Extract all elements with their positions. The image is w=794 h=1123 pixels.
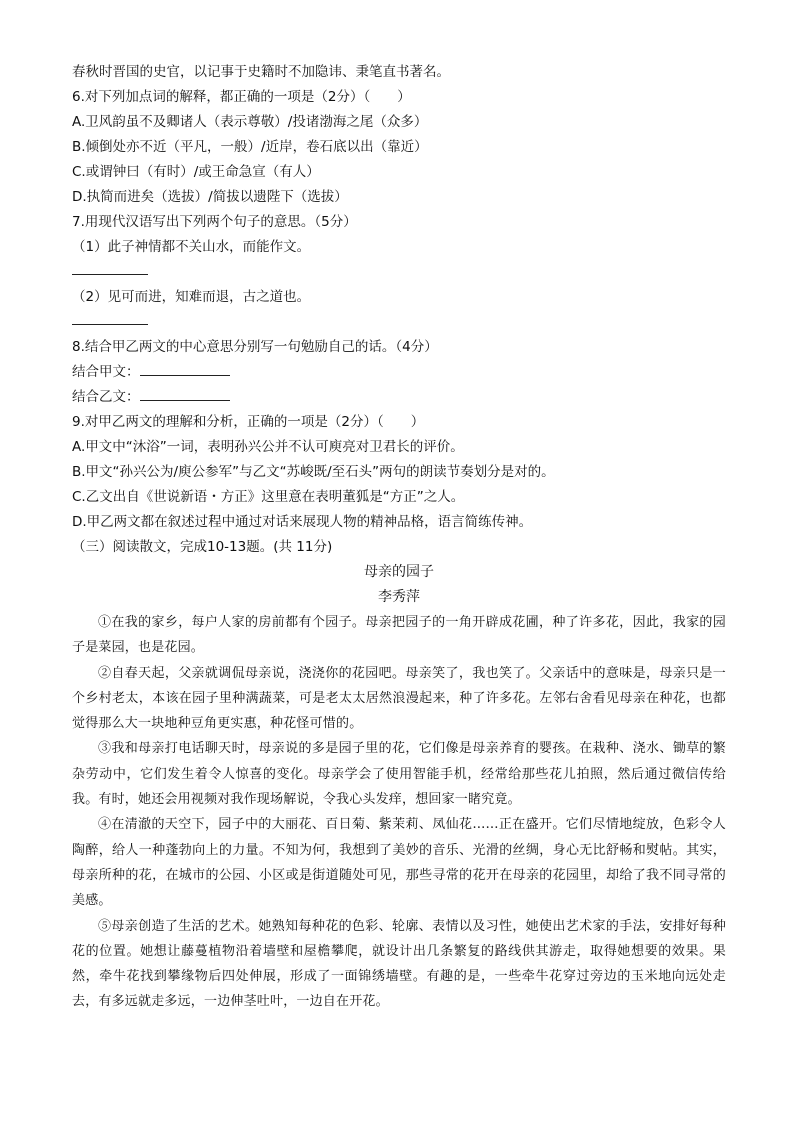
question-9-stem: 9.对甲乙两文的理解和分析，正确的一项是（2分）（ ）: [72, 414, 425, 430]
question-9-option-a: A.甲文中“沐浴”一词，表明孙兴公并不认可庾亮对卫君长的评价。: [72, 439, 464, 455]
question-8-label-a: 结合甲文：: [72, 364, 140, 380]
question-6-option-a: A.卫风韵虽不及卿诸人（表示尊敬）/投诸渤海之尾（众多）: [72, 114, 428, 130]
question-8-answer-a: [72, 360, 726, 385]
question-6-stem: 6.对下列加点词的解释，都正确的一项是（2分）（ ）: [72, 89, 411, 105]
answer-blank-8-b[interactable]: [140, 387, 230, 401]
essay-paragraph-3: ③我和母亲打电话聊天时，母亲说的多是园子里的花，它们像是母亲养育的婴孩。在栽种、浇水、锄草的繁杂劳动中，它们发生着令人惊喜的变化。母亲学会了使用智能手机，经常给那些花儿拍照，然后通过微信传给我。有时，她还会用视频对我作现场解说，令我心头发痒，想回家一睹究竟。: [72, 741, 726, 808]
section-3-heading: （三）阅读散文，完成10-13题。(共 11分): [72, 539, 333, 555]
essay-title: 母亲的园子: [364, 564, 434, 580]
question-8-label-b: 结合乙文：: [72, 389, 140, 405]
question-8-answer-b: [72, 385, 726, 410]
answer-blank-7-1[interactable]: [72, 260, 148, 275]
question-6-option-b: B.倾倒处亦不近（平凡，一般）/近岸，卷石底以出（靠近）: [72, 139, 428, 155]
essay-paragraph-5: ⑤母亲创造了生活的艺术。她熟知每种花的色彩、轮廓、表情以及习性，她使出艺术家的手法，安排好每种花的位置。她想让藤蔓植物沿着墙壁和屋檐攀爬，就设计出几条繁复的路线供其游走，取得她想要的效果。果然，牵牛花找到攀缘物后四处伸展，形成了一面锦绣墙壁。有趣的是，一些牵牛花穿过旁边的玉米地向远处走去，有多远就走多远，一边伸茎吐叶，一边自在开花。: [72, 918, 726, 1010]
question-6-option-c: C.或谓钟曰（有时）/或王命急宣（有人）: [72, 164, 320, 180]
question-7-stem: 7.用现代汉语写出下列两个句子的意思。（5分）: [72, 214, 357, 230]
essay-paragraph-2: ②自春天起，父亲就调侃母亲说，浇浇你的花园吧。母亲笑了，我也笑了。父亲话中的意味是，母亲只是一个乡村老太，本该在园子里种满蔬菜，可是老太太居然浪漫起来，种了许多花。左邻右舍看见母亲在种花，也都觉得那么大一块地种豆角更实惠，种花怪可惜的。: [72, 665, 726, 732]
question-8-stem: 8.结合甲乙两文的中心意思分别写一句勉励自己的话。（4分）: [72, 339, 438, 355]
essay-paragraph-4: ④在清澈的天空下，园子中的大丽花、百日菊、紫茉莉、凤仙花……正在盛开。它们尽情地绽放，色彩令人陶醉，给人一种蓬勃向上的力量。不知为何，我想到了美妙的音乐、光滑的丝绸，身心无比舒畅和熨帖。其实，母亲所种的花，在城市的公园、小区或是街道随处可见，那些寻常的花开在母亲的花园里，却给了我不同寻常的美感。: [72, 817, 726, 909]
question-7-item-1: （1）此子神情都不关山水，而能作文。: [72, 239, 311, 255]
question-6-option-d: D.执简而进矣（选拔）/简拔以遗陛下（选拔）: [72, 189, 348, 205]
essay-author: 李秀萍: [378, 589, 420, 605]
question-9-option-c: C.乙文出自《世说新语・方正》这里意在表明董狐是“方正”之人。: [72, 489, 465, 505]
answer-blank-8-a[interactable]: [140, 362, 230, 376]
essay-body: [72, 610, 726, 1015]
document-page: [72, 60, 726, 1015]
answer-blank-7-2[interactable]: [72, 310, 148, 325]
essay-paragraph-1: ①在我的家乡，每户人家的房前都有个园子。母亲把园子的一角开辟成花圃，种了许多花，因此，我家的园子是菜园，也是花园。: [72, 615, 726, 656]
question-9-option-d: D.甲乙两文都在叙述过程中通过对话来展现人物的精神品格，语言简练传神。: [72, 514, 533, 530]
continuation-text: 春秋时晋国的史官，以记事于史籍时不加隐讳、秉笔直书著名。: [72, 64, 450, 80]
question-7-item-2: （2）见可而进，知难而退，古之道也。: [72, 289, 311, 305]
question-9-option-b: B.甲文“孙兴公为/庾公参军”与乙文“苏峻既/至石头”两句的朗读节奏划分是对的。: [72, 464, 555, 480]
